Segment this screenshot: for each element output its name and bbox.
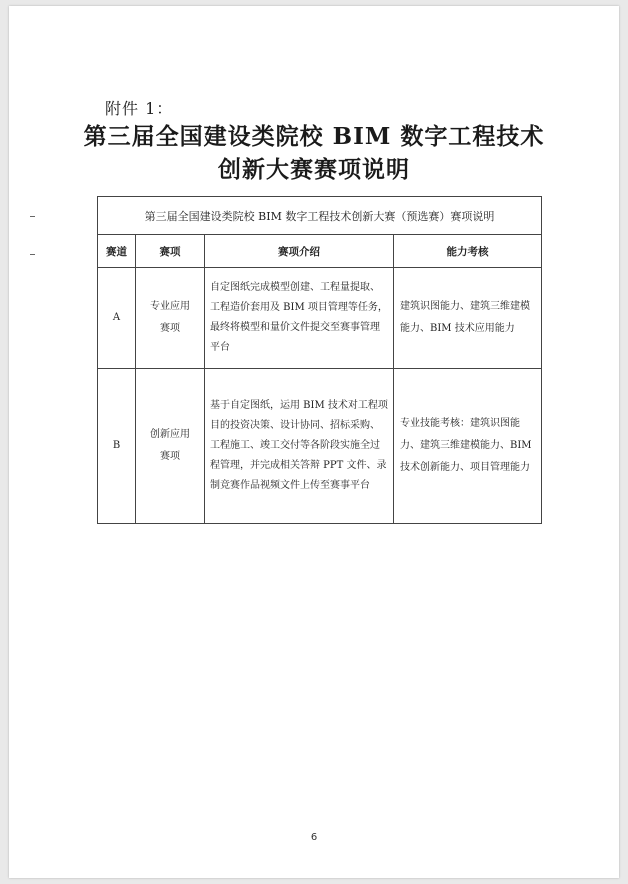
ability-cell: 建筑识图能力、建筑三维建模能力、BIM 技术应用能力 xyxy=(394,268,542,369)
header-event: 赛项 xyxy=(136,235,205,268)
header-ability: 能力考核 xyxy=(394,235,542,268)
page-number: 6 xyxy=(310,832,318,843)
event-cell: 创新应用赛项 xyxy=(136,369,205,524)
table-header-row xyxy=(98,235,542,268)
competition-table xyxy=(97,196,542,524)
track-cell: B xyxy=(98,369,136,524)
document-page xyxy=(9,6,619,878)
attachment-label: 附件 1： xyxy=(105,99,174,118)
intro-cell: 基于自定图纸，运用 BIM 技术对工程项目的投资决策、设计协同、招标采购、工程施工、竣工交付等各阶段实施全过程管理，并完成相关答辩 PPT 文件、录制竞赛作品视频文件上传至赛事平台 xyxy=(205,369,394,524)
table-row xyxy=(98,268,542,369)
header-intro: 赛项介绍 xyxy=(205,235,394,268)
document-title-line-1: 第三届全国建设类院校 BIM 数字工程技术 xyxy=(83,123,545,150)
margin-mark xyxy=(30,254,35,255)
ability-cell: 专业技能考核：建筑识图能力、建筑三维建模能力、BIM 技术创新能力、项目管理能力 xyxy=(394,369,542,524)
table-row xyxy=(98,369,542,524)
margin-mark xyxy=(30,216,35,217)
table-caption: 第三届全国建设类院校 BIM 数字工程技术创新大赛（预选赛）赛项说明 xyxy=(98,197,542,235)
document-title-line-2: 创新大赛赛项说明 xyxy=(218,156,410,183)
track-cell: A xyxy=(98,268,136,369)
event-cell: 专业应用赛项 xyxy=(136,268,205,369)
header-track: 赛道 xyxy=(98,235,136,268)
intro-cell: 自定图纸完成模型创建、工程量提取、工程造价套用及 BIM 项目管理等任务，最终将模型和量价文件提交至赛事管理平台 xyxy=(205,268,394,369)
